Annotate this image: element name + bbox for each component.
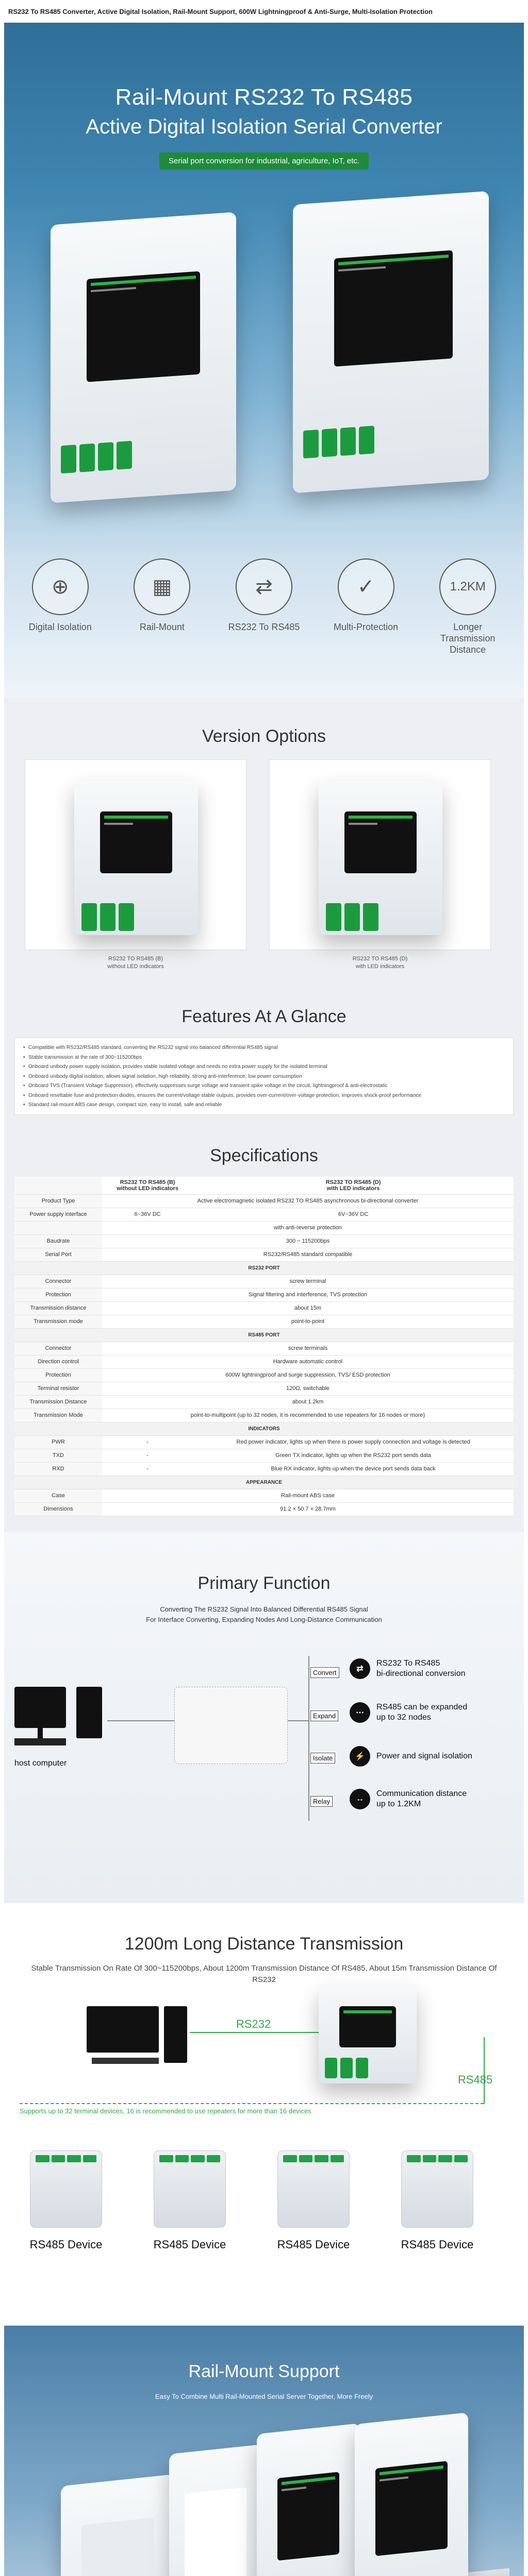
function-detail: up to 32 nodes <box>376 1713 431 1722</box>
host-computer-image <box>14 1687 107 1754</box>
feature-icons <box>4 558 524 655</box>
converter-image <box>319 1986 417 2083</box>
label-isolate: Isolate <box>310 1753 335 1764</box>
nodes-icon: ⋯ <box>350 1702 370 1723</box>
rs485-device-image <box>154 2150 226 2228</box>
host-computer-label: host computer <box>14 1759 67 1768</box>
isolation-icon: ⊕ <box>32 558 89 615</box>
primary-function-section <box>4 1532 524 1903</box>
function-convert <box>350 1658 466 1679</box>
rail-icon: ▦ <box>134 558 190 615</box>
spec-key: Serial Port <box>14 1248 102 1261</box>
product-image-right <box>293 191 489 494</box>
rs485-label: RS485 <box>458 2073 493 2086</box>
spec-key: RXD <box>14 1462 102 1476</box>
convert-icon: ⇄ <box>236 558 292 615</box>
distance-icon: 1.2KM <box>439 558 496 615</box>
spec-key: Product Type <box>14 1194 102 1208</box>
version-note: with LED indicators <box>355 963 405 970</box>
feature-item: • Standard rail-mount ABS case design, compact size, easy to install, safe and reliable <box>23 1100 505 1110</box>
spec-row <box>14 1368 514 1382</box>
label-convert: Convert <box>310 1667 339 1678</box>
rs485-device-image <box>401 2150 473 2228</box>
spec-row <box>14 1234 514 1248</box>
function-name: Power and signal isolation <box>376 1752 472 1760</box>
rs485-device-label: RS485 Device <box>401 2238 474 2251</box>
feature-item: • Compatible with RS232/RS485 standard, converting the RS232 signal into balanced differential RS485 signal <box>23 1043 505 1053</box>
spec-value: Signal filtering and interference, TVS protection <box>102 1288 514 1301</box>
rs485-vertical-line <box>484 2037 485 2104</box>
spec-row <box>14 1221 514 1234</box>
spec-value-b: - <box>102 1462 193 1476</box>
hero-tagline: Serial port conversion for industrial, agriculture, IoT, etc. <box>159 152 369 170</box>
version-name: RS232 TO RS485 (B) <box>108 956 163 962</box>
spec-value: screw terminal <box>102 1275 514 1288</box>
rail-device-3 <box>257 2423 360 2576</box>
spec-row <box>14 1449 514 1462</box>
convert-icon: ⇄ <box>350 1658 370 1679</box>
rs485-device-label: RS485 Device <box>277 2238 350 2251</box>
feature-item: • Onboard TVS (Transient Voltage Suppressor), effectively suppresses surge voltage and transient spike voltage in the circuit, lightningproof & anti-electrostatic <box>23 1081 505 1091</box>
spec-group-label: INDICATORS <box>14 1422 514 1435</box>
feature-rail <box>121 558 203 655</box>
rs485-device-image <box>30 2150 102 2228</box>
version-name: RS232 TO RS485 (D) <box>352 956 408 962</box>
spec-row <box>14 1288 514 1301</box>
spec-row <box>14 1409 514 1422</box>
spec-row <box>14 1395 514 1409</box>
spec-row <box>14 1462 514 1476</box>
spec-row <box>14 1435 514 1449</box>
spec-value: point-to-multipoint (up to 32 nodes, it is recommended to use repeaters for 16 nodes or more) <box>102 1409 514 1422</box>
long-distance-section <box>4 1903 524 2326</box>
spec-table <box>14 1177 514 1516</box>
version-options <box>4 698 524 986</box>
spec-row <box>14 1208 514 1221</box>
spec-value: 600W lightningproof and surge suppression, TVS/ ESD protection <box>102 1368 514 1382</box>
spec-key: Protection <box>14 1368 102 1382</box>
feature-isolation <box>19 558 102 655</box>
label-relay: Relay <box>310 1796 333 1807</box>
function-detail: up to 1.2KM <box>376 1800 421 1808</box>
spec-row <box>14 1382 514 1395</box>
feature-convert <box>223 558 305 655</box>
spec-value: with anti-reverse protection <box>102 1221 514 1234</box>
section-title: 1200m Long Distance Transmission <box>124 1934 404 1954</box>
spec-key: Transmission Mode <box>14 1409 102 1422</box>
rail-mount-section <box>4 2326 524 2576</box>
node-limit-note: Supports up to 32 terminal devices, 16 is recommended to use repeaters for more than 16 devices <box>20 2107 311 2115</box>
rail-device-1 <box>61 2474 174 2576</box>
isolation-icon: ⚡ <box>350 1746 370 1767</box>
features-section <box>4 986 524 1125</box>
label-expand: Expand <box>310 1710 338 1721</box>
rail-device-4 <box>355 2412 468 2576</box>
spec-value: Hardware automatic control <box>102 1355 514 1368</box>
function-isolate <box>350 1746 472 1767</box>
spec-key: Protection <box>14 1288 102 1301</box>
rs232-line <box>190 2032 319 2033</box>
spec-row <box>14 1342 514 1355</box>
spec-value: about 1.2km <box>102 1395 514 1409</box>
spec-row <box>14 1248 514 1261</box>
product-image-left <box>51 212 236 503</box>
computer-image <box>87 2006 190 2073</box>
spec-value-b: - <box>102 1435 193 1449</box>
function-name: RS485 can be expanded <box>376 1703 468 1711</box>
spec-group-label: RS232 PORT <box>14 1261 514 1275</box>
spec-row <box>14 1275 514 1288</box>
version-caption-b <box>25 955 246 971</box>
spec-key: PWR <box>14 1435 102 1449</box>
section-title: Rail-Mount Support <box>188 2362 340 2381</box>
feature-distance <box>426 558 509 655</box>
feature-label: Rail-Mount <box>139 622 185 632</box>
version-card-d[interactable] <box>269 759 491 950</box>
subtitle-line: For Interface Converting, Expanding Nodes And Long-Distance Communication <box>146 1616 382 1623</box>
function-name: Communication distance <box>376 1789 467 1798</box>
feature-item: • Onboard unibody power supply isolation, provides stable isolated voltage and needs no extra power supply for the isolated terminal <box>23 1062 505 1072</box>
connection-line <box>107 1720 174 1721</box>
section-title: Specifications <box>210 1146 318 1165</box>
function-expand <box>350 1702 467 1723</box>
rs485-device-image <box>277 2150 350 2228</box>
spec-value: 91.2 × 50.7 × 28.7mm <box>102 1502 514 1516</box>
spec-key: TXD <box>14 1449 102 1462</box>
spec-value: Rail-mount ABS case <box>102 1489 514 1502</box>
section-title: Primary Function <box>197 1573 331 1593</box>
section-description: Easy To Combine Multi Rail-Mounted Serial Server Together, More Freely <box>155 2393 373 2400</box>
feature-label: Multi-Protection <box>334 622 399 632</box>
spec-header-cell: RS232 TO RS485 (B) without LED indicators <box>102 1177 193 1194</box>
spec-value-d: Green TX indicator, lights up when the RS232 port sends data <box>193 1449 514 1462</box>
spec-value: screw terminals <box>102 1342 514 1355</box>
section-title: Version Options <box>202 726 326 746</box>
spec-row <box>14 1261 514 1275</box>
specifications-section <box>4 1125 524 1532</box>
feature-protection <box>325 558 407 655</box>
features-list <box>14 1038 514 1115</box>
spec-value-d: Blue RX indicator, lights up when the device port sends data back <box>193 1462 514 1476</box>
spec-row <box>14 1422 514 1435</box>
spec-value: RS232/RS485 standard compatible <box>102 1248 514 1261</box>
hero-subtitle: Active Digital Isolation Serial Converter <box>86 115 442 138</box>
version-caption-d <box>269 955 491 971</box>
spec-key: Power supply interface <box>14 1208 102 1221</box>
spec-value-b: 6~36V DC <box>102 1208 193 1221</box>
connection-line <box>288 1720 308 1721</box>
spec-row <box>14 1355 514 1368</box>
spec-key: Transmission Distance <box>14 1395 102 1409</box>
subtitle-line: Converting The RS232 Signal Into Balanced Differential RS485 Signal <box>160 1605 368 1613</box>
rs232-label: RS232 <box>236 2018 271 2030</box>
feature-label: Longer Transmission Distance <box>440 622 496 655</box>
branch-line <box>308 1656 309 1821</box>
function-relay <box>350 1789 467 1809</box>
distance-icon: ↔ <box>350 1789 370 1809</box>
spec-value: 120Ω, switchable <box>102 1382 514 1395</box>
spec-row <box>14 1315 514 1328</box>
rs485-device-label: RS485 Device <box>29 2238 103 2251</box>
feature-item: • Onboard unibody digital isolation, allows signal isolation, high reliability, strong anti-interference, low power consumption <box>23 1072 505 1082</box>
spec-value: about 15m <box>102 1301 514 1315</box>
spec-header-row <box>14 1177 514 1194</box>
rs485-device-label: RS485 Device <box>153 2238 226 2251</box>
feature-item: • Onboard resettable fuse and protection diodes, ensures the current/voltage stable outputs, provides over-current/over-voltage protection, improves shock-proof performance <box>23 1091 505 1101</box>
hero-banner <box>4 23 524 698</box>
function-detail: bi-directional conversion <box>376 1669 466 1678</box>
shield-icon: ✓ <box>338 558 394 615</box>
feature-item: • Stable transmission at the rate of 300~115200bps <box>23 1053 505 1063</box>
spec-row <box>14 1476 514 1489</box>
spec-row <box>14 1194 514 1208</box>
spec-group-label: APPEARANCE <box>14 1476 514 1489</box>
spec-header-cell <box>14 1177 102 1194</box>
section-subtitle <box>4 1604 524 1625</box>
spec-key <box>14 1221 102 1234</box>
function-name: RS232 To RS485 <box>376 1659 440 1668</box>
feature-label: RS232 To RS485 <box>228 622 300 632</box>
feature-label: Digital Isolation <box>28 622 92 632</box>
spec-value-d: 6V~36V DC <box>193 1208 514 1221</box>
spec-group-label: RS485 PORT <box>14 1328 514 1342</box>
version-note: without LED indicators <box>107 963 164 970</box>
spec-row <box>14 1489 514 1502</box>
rail-device-2 <box>169 2445 262 2576</box>
spec-row <box>14 1301 514 1315</box>
spec-key: Connector <box>14 1275 102 1288</box>
spec-key: Terminal resistor <box>14 1382 102 1395</box>
spec-key: Baudrate <box>14 1234 102 1248</box>
spec-value-b: - <box>102 1449 193 1462</box>
spec-row <box>14 1502 514 1516</box>
rs485-bus-line <box>20 2103 484 2104</box>
converter-outline <box>174 1687 288 1764</box>
spec-value: 300 ~ 115200bps <box>102 1234 514 1248</box>
spec-key: Connector <box>14 1342 102 1355</box>
spec-key: Direction control <box>14 1355 102 1368</box>
spec-value-d: Red power indicator, lights up when there is power supply connection and voltage is detected <box>193 1435 514 1449</box>
spec-key: Case <box>14 1489 102 1502</box>
hero-title: Rail-Mount RS232 To RS485 <box>115 84 413 110</box>
page-title: RS232 To RS485 Converter, Active Digital Isolation, Rail-Mount Support, 600W Lightningproof & Anti-Surge, Multi-Isolation Protection <box>0 0 528 23</box>
spec-header-cell: RS232 TO RS485 (D) with LED indicators <box>193 1177 514 1194</box>
section-description: Stable Transmission On Rate Of 300~115200bps, About 1200m Transmission Distance Of RS485, About 15m Transmission Distance Of RS232 <box>31 1964 497 1984</box>
spec-key: Transmission mode <box>14 1315 102 1328</box>
section-title: Features At A Glance <box>182 1007 346 1026</box>
version-card-b[interactable] <box>25 759 246 950</box>
spec-value: Active electromagnetic isolated RS232 TO RS485 asynchronous bi-directional converter <box>102 1194 514 1208</box>
spec-key: Transmission distance <box>14 1301 102 1315</box>
spec-key: Dimensions <box>14 1502 102 1516</box>
spec-value: point-to-point <box>102 1315 514 1328</box>
spec-row <box>14 1328 514 1342</box>
